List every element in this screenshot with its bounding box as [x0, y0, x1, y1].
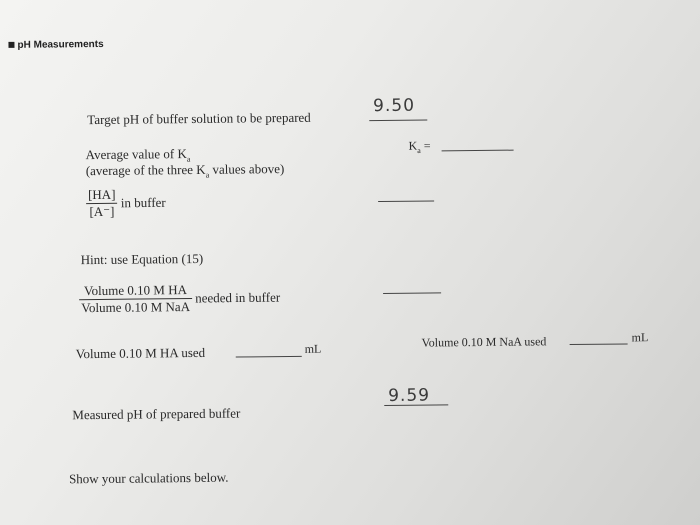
volume-ratio-denominator: Volume 0.10 M NaA: [81, 299, 191, 316]
section-title: pH Measurements: [17, 38, 104, 51]
average-ka-sublabel-suffix: values above): [209, 161, 285, 177]
ha-a-answer-line: [378, 200, 434, 202]
measured-ph-handwritten-value: 9.59: [388, 385, 431, 406]
measured-ph-answer-line: [384, 404, 448, 406]
target-ph-handwritten-value: 9.50: [373, 95, 416, 117]
target-ph-answer-line: [369, 120, 427, 122]
ha-a-suffix: in buffer: [120, 194, 166, 211]
section-heading: [8, 39, 103, 51]
ha-a-ratio-label: [86, 186, 166, 220]
ha-a-numerator: [HA]: [86, 187, 118, 204]
volume-naa-unit: mL: [631, 330, 649, 345]
ka-symbol-sub: a: [417, 145, 421, 156]
calculations-instruction: Show your calculations below.: [68, 469, 229, 487]
ka-symbol: K: [408, 138, 418, 153]
volume-naa-label: Volume 0.10 M NaA used: [421, 334, 547, 350]
volume-ratio-answer-line: [383, 292, 441, 294]
bullet-icon: [8, 42, 14, 48]
average-ka-sublabel-sub: a: [205, 170, 210, 180]
average-ka-label-sub: a: [186, 154, 191, 164]
target-ph-label: Target pH of buffer solution to be prepared: [87, 109, 311, 128]
volume-ratio-numerator: Volume 0.10 M HA: [79, 282, 192, 300]
ka-equals: =: [420, 138, 431, 153]
ha-a-denominator: [A⁻]: [89, 203, 115, 220]
measured-ph-label: Measured pH of prepared buffer: [72, 405, 241, 423]
average-ka-sublabel: [86, 161, 285, 181]
ka-answer-label: [408, 138, 430, 155]
volume-ha-label: Volume 0.10 M HA used: [75, 344, 206, 362]
volume-ha-unit: mL: [304, 341, 322, 356]
volume-ratio-fraction: [79, 282, 192, 316]
volume-ha-answer-line: [236, 356, 302, 358]
ha-a-fraction: [86, 187, 118, 220]
average-ka-sublabel-prefix: (average of the three K: [85, 161, 206, 179]
ka-answer-line: [442, 150, 514, 152]
volume-ratio-suffix: needed in buffer: [195, 289, 281, 306]
average-ka-label-text: Average value of K: [85, 146, 187, 163]
volume-ratio-label: [79, 281, 280, 316]
volume-naa-answer-line: [570, 343, 628, 345]
hint-text: Hint: use Equation (15): [80, 250, 204, 268]
